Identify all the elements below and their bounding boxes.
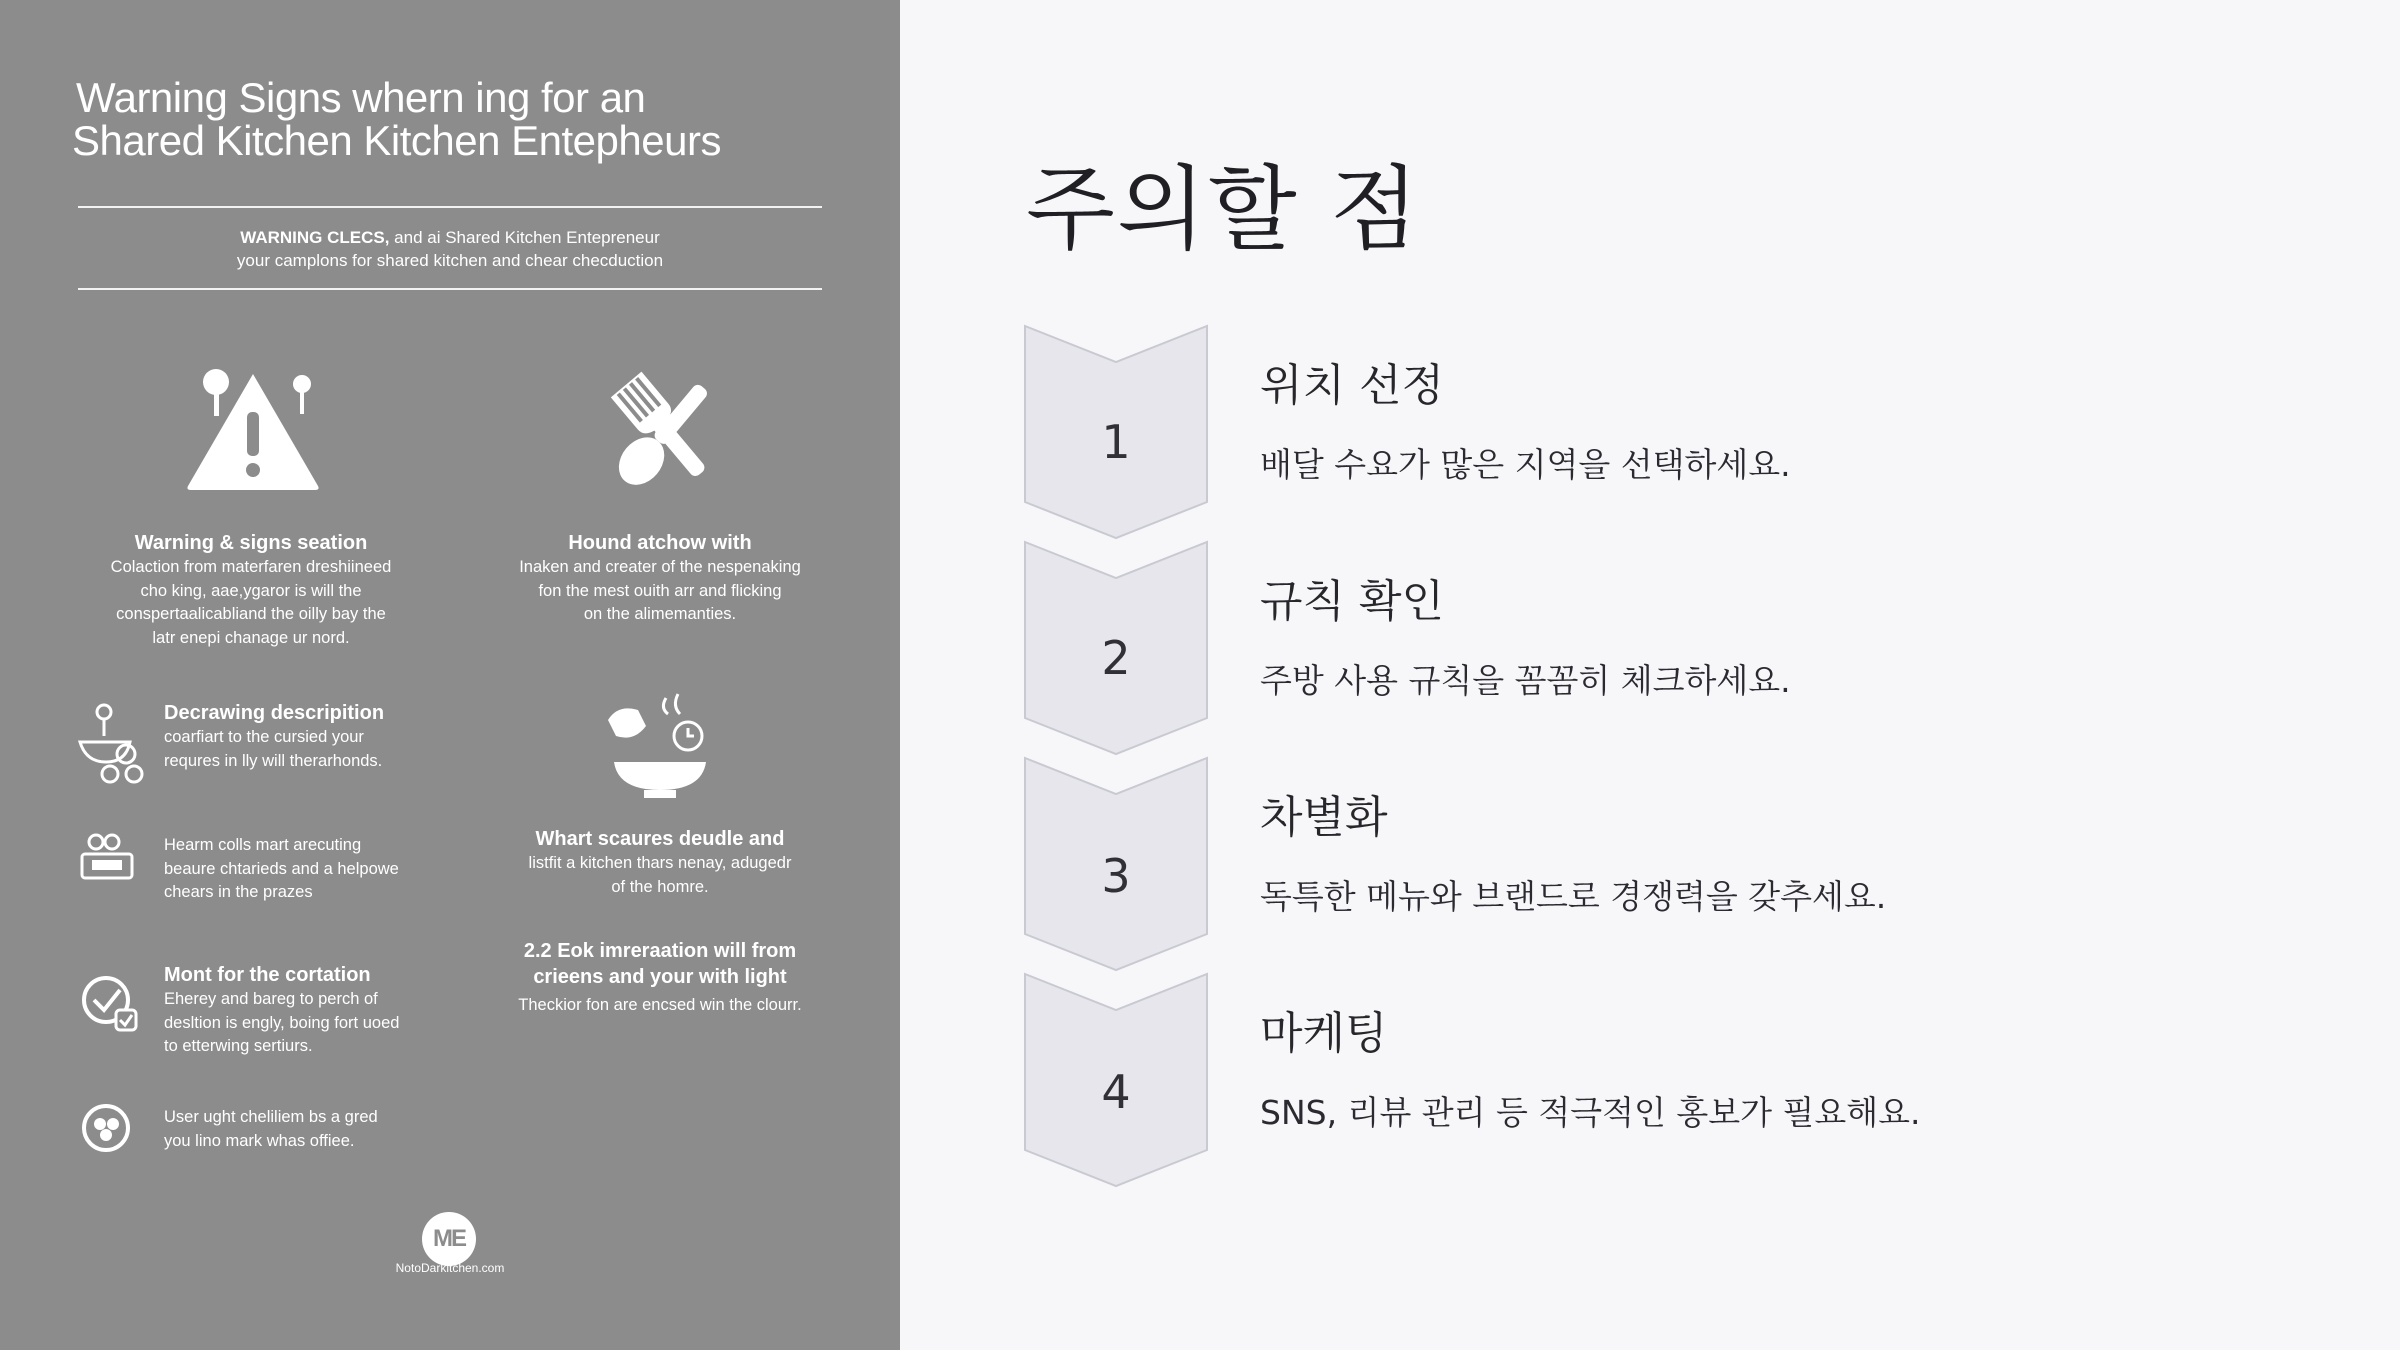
block-mont-heading: Mont for the cortation bbox=[164, 964, 371, 986]
step-number: 4 bbox=[1101, 1065, 1131, 1119]
subtitle-bold: WARNING CLECS, bbox=[240, 228, 390, 247]
block-hound-line: Inaken and creater of the nespenaking bbox=[519, 558, 801, 576]
block-mont-line: to etterwing sertiurs. bbox=[164, 1037, 313, 1055]
step-heading: 차별화 bbox=[1260, 792, 1388, 843]
block-hearm bbox=[164, 834, 464, 905]
step-heading: 마케팅 bbox=[1260, 1008, 1388, 1059]
slide-title: 주의할 점 bbox=[1026, 156, 1421, 263]
block-hound-line: fon the mest ouith arr and flicking bbox=[538, 581, 782, 600]
block-mont-line: Eherey and bareg to perch of bbox=[164, 990, 378, 1008]
step-marker-1 bbox=[1024, 324, 1208, 542]
divider-top bbox=[78, 206, 822, 208]
crossed-utensils-icon bbox=[586, 352, 746, 512]
block-decrawing-heading: Decrawing descripition bbox=[164, 702, 385, 724]
block-eok-line: Theckior fon are encsed win the clourr. bbox=[518, 996, 802, 1014]
step-number: 2 bbox=[1101, 631, 1131, 685]
step-number: 1 bbox=[1101, 415, 1131, 469]
step-number: 3 bbox=[1101, 849, 1131, 903]
block-warning-signs-line: conspertaalicabliand the oilly bay the bbox=[116, 605, 386, 623]
block-hearm-line: chears in the prazes bbox=[164, 883, 313, 901]
block-whart-heading: Whart scaures deudle and bbox=[535, 828, 785, 850]
block-hound-heading: Hound atchow with bbox=[568, 532, 752, 554]
infographic-panel bbox=[0, 0, 900, 1350]
infographic-subtitle bbox=[78, 226, 822, 272]
block-eok-heading-line: crieens and your with light bbox=[533, 966, 787, 988]
infographic-title-line-1: Warning Signs whern ing for an bbox=[76, 74, 646, 121]
step-description: 배달 수요가 많은 지역을 선택하세요. bbox=[1260, 445, 1791, 484]
block-eok-heading-line: 2.2 Eok imreraation will from bbox=[523, 940, 797, 962]
badge-icon bbox=[80, 1102, 132, 1154]
block-user-line: User ught cheliliem bs a gred bbox=[164, 1108, 378, 1126]
step-heading: 규칙 확인 bbox=[1260, 576, 1445, 627]
block-whart-line: listfit a kitchen thars nenay, adugedr bbox=[528, 854, 792, 872]
block-hearm-line: beaure chtarieds and a helpowe bbox=[164, 859, 399, 878]
step-marker-2 bbox=[1024, 540, 1208, 758]
step-description: 주방 사용 규칙을 꼼꼼히 체크하세요. bbox=[1260, 661, 1791, 700]
block-warning-signs-line: Colaction from materfaren dreshiineed bbox=[110, 558, 392, 576]
block-hound-line: on the alimemanties. bbox=[583, 605, 737, 623]
subtitle-line-1: and ai Shared Kitchen Entepreneur bbox=[389, 228, 660, 247]
checkmark-icon bbox=[80, 974, 142, 1036]
block-whart-line: of the homre. bbox=[611, 877, 709, 896]
brand-logo: ME bbox=[422, 1212, 476, 1266]
block-user bbox=[164, 1106, 464, 1153]
step-marker-4 bbox=[1024, 972, 1208, 1190]
step-description: SNS, 리뷰 관리 등 적극적인 홍보가 필요해요. bbox=[1260, 1093, 1921, 1132]
block-warning-signs bbox=[76, 530, 426, 650]
infographic-title bbox=[72, 74, 856, 164]
infographic-title-line-2: Shared Kitchen Kitchen Entepheurs bbox=[72, 117, 721, 164]
block-decrawing bbox=[164, 700, 464, 773]
step-marker-3 bbox=[1024, 756, 1208, 974]
cooking-pot-icon bbox=[594, 690, 724, 804]
warning-triangle-icon bbox=[184, 362, 322, 492]
mixer-icon bbox=[76, 702, 148, 786]
block-warning-signs-line: cho king, aae,ygaror is will the bbox=[140, 581, 362, 600]
block-warning-signs-line: latr enepi chanage ur nord. bbox=[152, 628, 350, 647]
stove-icon bbox=[78, 832, 138, 882]
block-mont-line: desltion is engly, boing fort uoed bbox=[164, 1013, 400, 1032]
block-user-line: you lino mark whas offiee. bbox=[164, 1131, 355, 1150]
block-mont bbox=[164, 962, 464, 1059]
subtitle-line-2: your camplons for shared kitchen and chear checduction bbox=[236, 251, 664, 270]
divider-bottom bbox=[78, 288, 822, 290]
block-eok bbox=[480, 938, 840, 1018]
block-hearm-line: Hearm colls mart arecuting bbox=[164, 836, 362, 854]
step-description: 독특한 메뉴와 브랜드로 경쟁력을 갖추세요. bbox=[1260, 877, 1887, 916]
brand-url: NotoDarkitchen.com bbox=[395, 1261, 505, 1275]
block-decrawing-line: coarfiart to the cursied your bbox=[164, 728, 364, 746]
block-hound bbox=[480, 530, 840, 627]
block-decrawing-line: requres in lly will therarhonds. bbox=[164, 751, 383, 770]
block-warning-signs-heading: Warning & signs seation bbox=[134, 532, 368, 554]
step-heading: 위치 선정 bbox=[1260, 360, 1445, 411]
block-whart bbox=[480, 826, 840, 899]
